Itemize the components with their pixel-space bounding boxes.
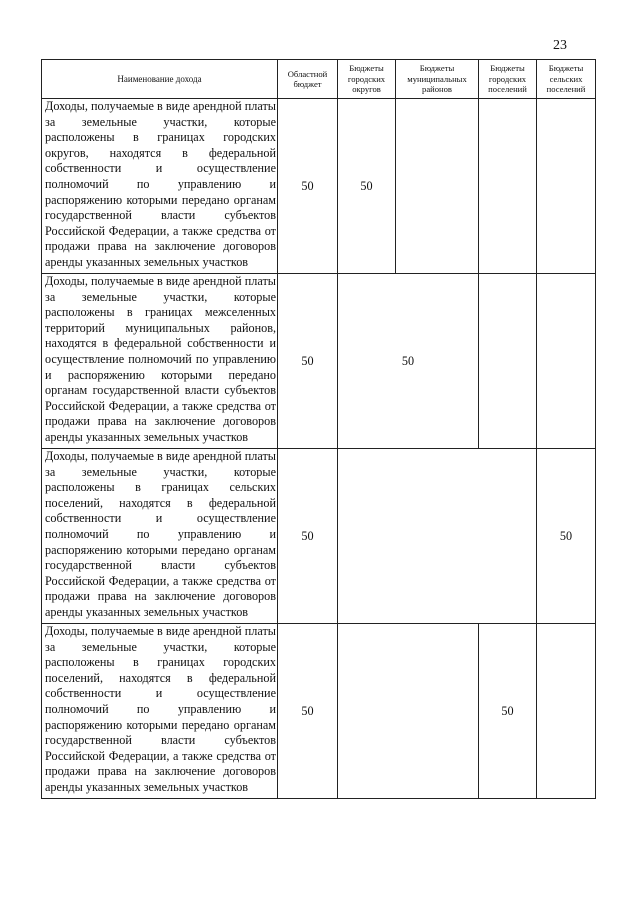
header-municipal-district-budgets: Бюджеты муниципальных районов xyxy=(396,60,479,99)
revenue-name-cell: Доходы, получаемые в виде арендной платы за земельные участки, которые расположены в границах сельских поселений, находятся в федеральной собственности и осуществление полномочий по управлению и распоряжению которыми передано органам государственной власти субъектов Российской Федерации, а также средства от продажи права на заключение договоров аренды указанных земельных участков xyxy=(42,449,278,624)
city-and-municipal-budget-cell xyxy=(338,624,479,799)
oblast-budget-cell: 50 xyxy=(278,274,338,449)
header-revenue-name: Наименование дохода xyxy=(42,60,278,99)
city-municipal-urban-budget-cell xyxy=(338,449,537,624)
oblast-budget-cell: 50 xyxy=(278,99,338,274)
rural-settlement-budget-cell: 50 xyxy=(537,449,596,624)
urban-settlement-budget-cell: 50 xyxy=(479,624,537,799)
revenue-name-cell: Доходы, получаемые в виде арендной платы за земельные участки, которые расположены в границах городских поселений, находятся в федеральной собственности и осуществление полномочий по управлению и распоряжению которыми передано органам государственной власти субъектов Российской Федерации, а также средства от продажи права на заключение договоров аренды указанных земельных участков xyxy=(42,624,278,799)
header-oblast-budget: Областной бюджет xyxy=(278,60,338,99)
header-city-district-budgets: Бюджеты городских округов xyxy=(338,60,396,99)
urban-settlement-budget-cell xyxy=(479,99,537,274)
revenue-distribution-table xyxy=(41,59,596,799)
header-urban-settlement-budgets: Бюджеты городских поселений xyxy=(479,60,537,99)
rural-settlement-budget-cell xyxy=(537,99,596,274)
table-header-row xyxy=(42,60,596,99)
rural-settlement-budget-cell xyxy=(537,624,596,799)
table-row xyxy=(42,274,596,449)
municipal-district-budget-cell xyxy=(396,99,479,274)
table-row xyxy=(42,624,596,799)
rural-settlement-budget-cell xyxy=(537,274,596,449)
oblast-budget-cell: 50 xyxy=(278,449,338,624)
table-row xyxy=(42,99,596,274)
header-rural-settlement-budgets: Бюджеты сельских поселений xyxy=(537,60,596,99)
table-row xyxy=(42,449,596,624)
revenue-name-cell: Доходы, получаемые в виде арендной платы за земельные участки, которые расположены в границах межселенных территорий муниципальных районов, находятся в федеральной собственности и осуществление полномочий по управлению и распоряжению которыми передано органам государственной власти субъектов Российской Федерации, а также средства от продажи права на заключение договоров аренды указанных земельных участков xyxy=(42,274,278,449)
page-number: 23 xyxy=(553,38,567,53)
city-district-budget-cell: 50 xyxy=(338,99,396,274)
revenue-name-cell: Доходы, получаемые в виде арендной платы за земельные участки, которые расположены в границах городских округов, находятся в федеральной собственности и осуществление полномочий по управлению и распоряжению которыми передано органам государственной власти субъектов Российской Федерации, а также средства от продажи права на заключение договоров аренды указанных земельных участков xyxy=(42,99,278,274)
urban-settlement-budget-cell xyxy=(479,274,537,449)
city-and-municipal-budget-cell: 50 xyxy=(338,274,479,449)
oblast-budget-cell: 50 xyxy=(278,624,338,799)
